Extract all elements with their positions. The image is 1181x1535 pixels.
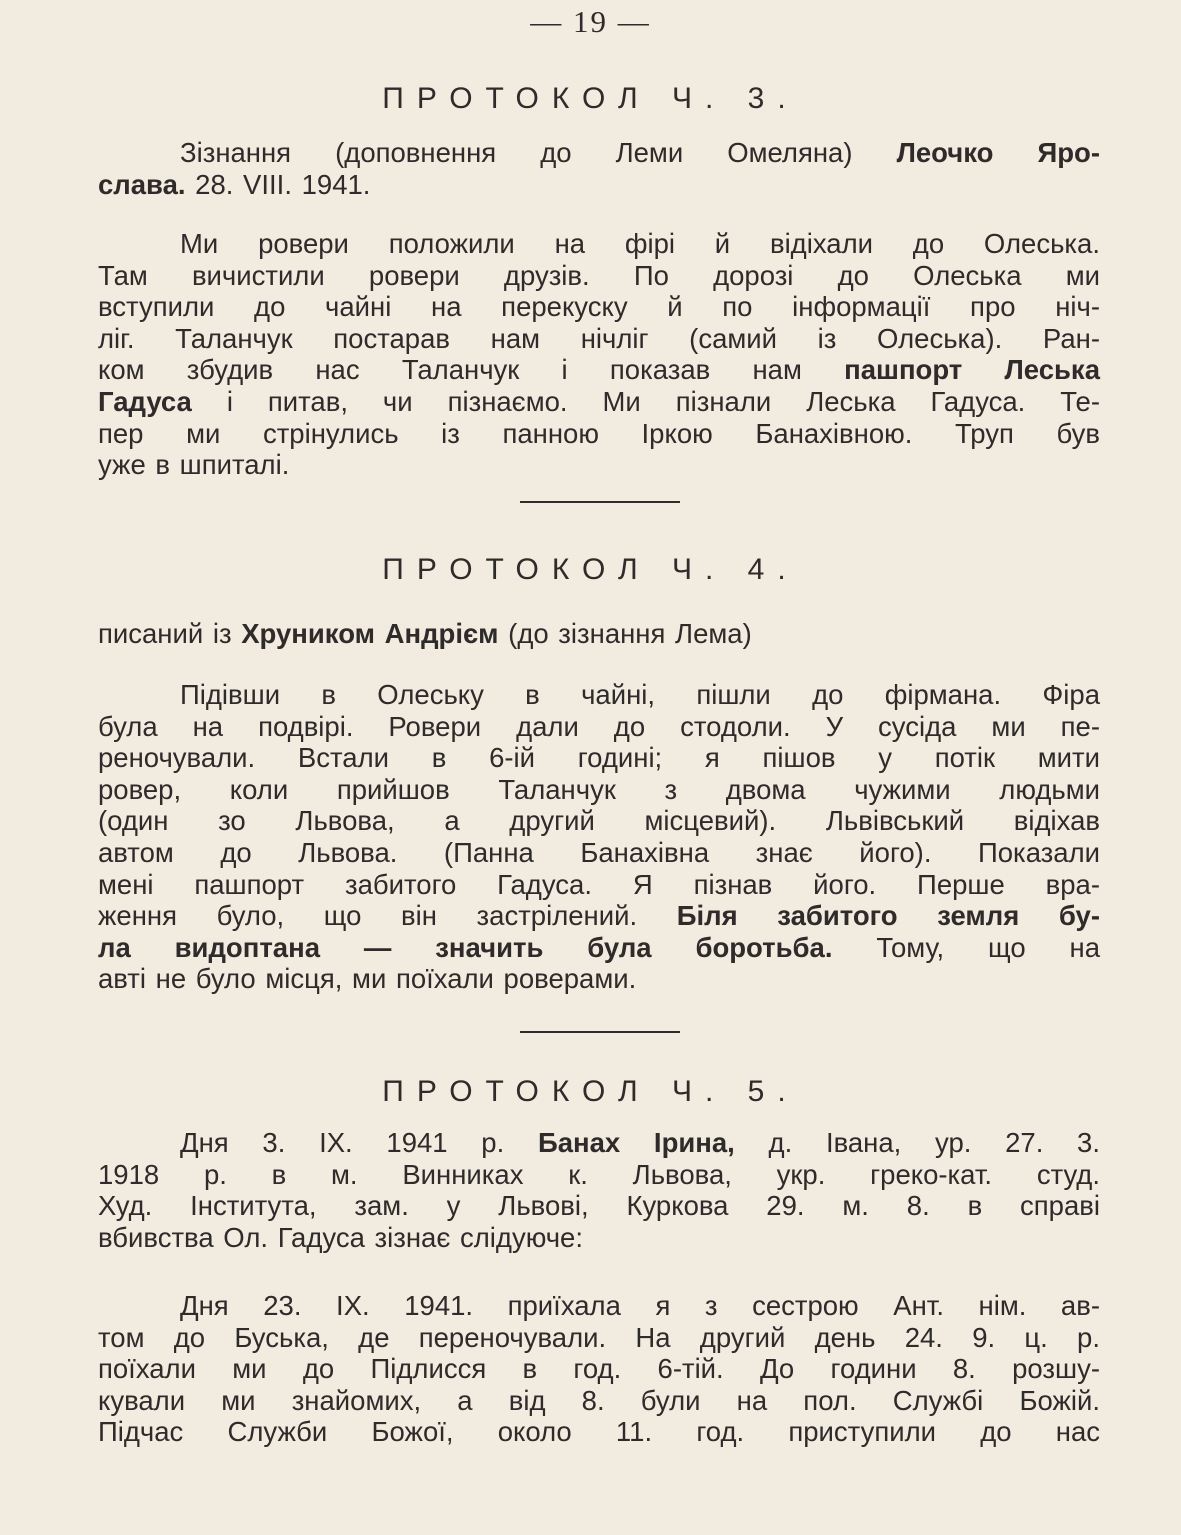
protocol-3-heading: ПРОТОКОЛ Ч. 3.: [382, 82, 799, 115]
text-line: ліг. Таланчук постарав нам нічліг (самий із Олеська). Ран-: [98, 322, 1100, 354]
text-line: [98, 137, 1100, 169]
text-line: 1918 р. в м. Винниках к. Львова, укр. греко-кат. студ.: [98, 1158, 1100, 1190]
protocol-4-subtitle: [98, 618, 1100, 650]
text-line: [98, 169, 1100, 201]
text-line: [98, 900, 1100, 932]
protocol-5-intro: [98, 1127, 1100, 1253]
text-line: Ми ровери положили на фірі й відіхали до Олеська.: [180, 228, 1100, 259]
text-run: Дня 3. IX. 1941 р.: [180, 1127, 538, 1158]
protocol-5-heading: ПРОТОКОЛ Ч. 5.: [382, 1075, 799, 1108]
protocol-4-body: [98, 679, 1100, 995]
bold-text: Біля забитого земля бу-: [676, 900, 1100, 932]
text-line: пер ми стрінулись із панною Іркою Банахівною. Труп був: [98, 417, 1100, 449]
protocol-3-intro: [98, 137, 1100, 200]
protocol-4-heading: ПРОТОКОЛ Ч. 4.: [382, 553, 799, 586]
text-run: (до зізнання Лема): [498, 618, 752, 649]
protocol-5-body: [98, 1290, 1100, 1448]
text-run: ком збудив нас Таланчук і показав нам: [98, 354, 845, 386]
text-line: Підівши в Олеську в чайні, пішли до фірмана. Фіра: [180, 679, 1100, 710]
text-line: [98, 386, 1100, 418]
date-text: 28. VIII. 1941.: [185, 168, 371, 200]
text-run: писаний із: [98, 618, 242, 649]
text-run: Тому, що на: [832, 931, 1101, 963]
text-line: ровер, коли прийшов Таланчук з двома чужими людьми: [98, 773, 1100, 805]
text-line: була на подвірі. Ровери дали до стодоли. У сусіда ми пе-: [98, 710, 1100, 742]
text-line: [98, 932, 1100, 964]
text-line: (один зо Львова, а другий місцевий). Львівський відіхав: [98, 805, 1100, 837]
text-line: Дня 23. IX. 1941. приїхала я з сестрою Ант. нім. ав-: [180, 1290, 1100, 1321]
text-line: вбивства Ол. Гадуса зізнає слідуюче:: [98, 1221, 583, 1253]
text-line: авті не було місця, ми поїхали роверами.: [98, 963, 637, 995]
bold-text: Гадуса: [98, 385, 192, 417]
bold-name: Хруником Андрієм: [241, 618, 499, 649]
bold-text: пашпорт Леська: [844, 354, 1100, 386]
text-line: поїхали ми до Підлисся в год. 6-тій. До години 8. розшу-: [98, 1353, 1100, 1385]
text-line: Підчас Служби Божої, около 11. год. приступили до нас: [98, 1416, 1100, 1448]
section-divider: [520, 1031, 680, 1033]
text-run: д. Івана, ур. 27. 3.: [734, 1127, 1100, 1158]
bold-name: Леочко Яро-: [896, 137, 1100, 168]
text-line: вступили до чайні на перекуску й по інформації про ніч-: [98, 291, 1100, 323]
text-line: уже в шпиталі.: [98, 449, 290, 481]
bold-text: ла видоптана — значить була боротьба.: [98, 931, 833, 963]
text-line: мені пашпорт забитого Гадуса. Я пізнав його. Перше вра-: [98, 868, 1100, 900]
text-line: [98, 1127, 1100, 1159]
text-line: [98, 354, 1100, 386]
protocol-3-body: [98, 228, 1100, 481]
text-line: реночували. Встали в 6-ій годині; я пішов у потік мити: [98, 742, 1100, 774]
text-line: автом до Львова. (Панна Банахівна знає його). Показали: [98, 836, 1100, 868]
text-line: том до Буська, де переночували. На другий день 24. 9. ц. р.: [98, 1321, 1100, 1353]
text-run: ження було, що він застрілений.: [98, 900, 677, 932]
bold-name: Банах Ірина,: [537, 1127, 735, 1158]
text-line: Худ. Інститута, зам. у Львові, Куркова 29. м. 8. в справі: [98, 1190, 1100, 1222]
text-run: Зізнання (доповнення до Леми Омеляна): [180, 137, 897, 168]
text-line: Там вичистили ровери друзів. По дорозі до Олеська ми: [98, 259, 1100, 291]
page-number: — 19 —: [530, 4, 651, 39]
text-line: [98, 618, 1100, 650]
text-run: і питав, чи пізнаємо. Ми пізнали Леська Гадуса. Те-: [191, 385, 1100, 417]
section-divider: [520, 501, 680, 503]
text-line: кували ми знайомих, а від 8. були на пол. Службі Божій.: [98, 1384, 1100, 1416]
bold-name: слава.: [98, 168, 186, 200]
